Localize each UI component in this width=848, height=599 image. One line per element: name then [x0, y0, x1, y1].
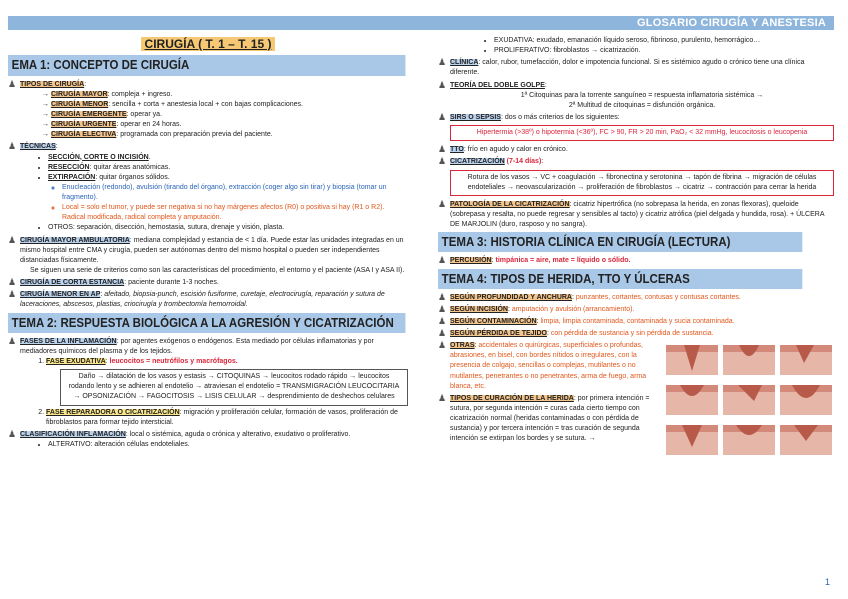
wound-illustrations [664, 341, 834, 461]
pin-icon: ♟ [438, 198, 447, 209]
tipos-list [20, 90, 408, 141]
fases-label: FASES DE LA INFLAMACIÓN [20, 337, 117, 345]
clasif-text: local o sistémica, aguda o crónica y alterativo, exudativo o proliferativo. [129, 430, 351, 438]
tema1-title: EMA 1: CONCEPTO DE CIRUGÍA [8, 55, 405, 75]
cicat-label: CICATRIZACIÓN [450, 158, 505, 166]
tecnicas-list [20, 153, 408, 183]
cma-text: mediana complejidad y estancia de < 1 día. Puede estar las unidades integradas en un mismo hospital entre CMA y cirugía, pueden ser autónomas dentro del mismo hospital o pueden ser independientes distanciadas físicamente. [20, 236, 404, 264]
section-sepsis: ♟ SIRS O SEPSIS: dos o más criterios de los siguientes: Hipertermia (>38º) o hipotermia (<36º), FC > 90, FR > 20 min, PaO₂ < 32 mmHg, leucocitosis o leucopenia [438, 113, 834, 143]
pin-icon: ♟ [438, 156, 447, 167]
section-golpe: ♟ TEORÍA DEL DOBLE GOLPE: 1ª Citoquinas para la torrente sanguíneo = respuesta inflamatoria sistémica → 2ª Multitud de citoquinas = disfunción orgánica. [438, 81, 834, 111]
pin-icon: ♟ [438, 255, 447, 266]
golpe-line1: 1ª Citoquinas para la torrente sanguíneo = respuesta inflamatoria sistémica → [520, 91, 764, 99]
otros-item: • OTROS: separación, disección, hemostasia, sutura, drenaje y visión, plasta. [48, 223, 408, 233]
list-item: • RESECCIÓN: quitar áreas anatómicas. [48, 163, 408, 173]
pin-icon: ♟ [438, 340, 447, 351]
list-item: → CIRUGÍA EMERGENTE: operar ya. [42, 110, 408, 120]
section-corta: ♟ CIRUGÍA DE CORTA ESTANCIA: paciente durante 1-3 noches. [8, 277, 219, 288]
list-item: ◦ Local = solo el tumor, y puede ser negativa si no hay márgenes afectos (R0) o positiva si hay (R1 o R2). Radical modificada, radical completa y amputación. [62, 203, 408, 223]
tema2-title: TEMA 2: RESPUESTA BIOLÓGICA A LA AGRESIÓN Y CICATRIZACIÓN [8, 313, 405, 333]
pin-icon: ♟ [8, 234, 17, 245]
exudativo-item: • EXUDATIVA: exudado, emanación líquido seroso, fibrinoso, purulento, hemorrágico… [494, 36, 834, 46]
menor-text: afeitado, biopsia-punch, escisión fusiforme, curetaje, electrocirugía, reparación y sutura de laceraciones, abscesos, plastias, criocirugía y trombectomía hemorroidal. [20, 291, 385, 309]
cicat-days: (7-14 días) [506, 158, 542, 166]
extirpacion-sublist [20, 183, 408, 224]
sepsis-box: Hipertermia (>38º) o hipotermia (<36º), FC > 90, FR > 20 min, PaO₂ < 32 mmHg, leucocitosis o leucopenia [450, 125, 834, 141]
header-bar [8, 16, 834, 30]
percusion-text: timpánica = aire, mate = líquido o sólido. [495, 257, 631, 265]
section-pato: ♟ PATOLOGÍA DE LA CICATRIZACIÓN: cicatriz hipertrófica (no sobrepasa la herida, en zonas flexoras), queloide (sobrepasa y resalta, no puede regresar y sensibles al tacto) y cicatriz atrófica (piel delgada y hundida, rosa). + ÚLCERA DE MARJOLIN (duro, rasposo y no sangra). [438, 198, 825, 229]
section-clasif: ♟ CLASIFICACIÓN INFLAMACIÓN: local o sistémica, aguda o crónica y alterativo, exudativo o proliferativo. • ALTERATIVO: alteración células endoteliales. [8, 430, 408, 450]
pin-icon: ♟ [8, 428, 17, 439]
golpe-label: TEORÍA DEL DOBLE GOLPE [450, 81, 545, 89]
curacion-label: TIPOS DE CURACIÓN DE LA HERIDA [450, 394, 574, 402]
curacion-text: por primera intención = sutura, por segunda intención = curas cada cierto tiempo con cicatrización normal (heridas contaminadas o con pérdida de sustancia) y por tercera intención = tras curación de segunda intención se extirpan los bordes y se sutura. → [450, 394, 650, 443]
pin-icon: ♟ [438, 315, 447, 326]
cma-text2: Se siguen una serie de criterios como son las características del procedimiento, el entorno y el paciente (ASA I y ASA II). [30, 267, 405, 275]
pato-label: PATOLOGÍA DE LA CICATRIZACIÓN [450, 200, 570, 208]
section-tecnicas: ♟ TÉCNICAS: • SECCIÓN, CORTE O INCISIÓN. • RESECCIÓN: quitar áreas anatómicas. • EXTIRPACIÓN: quitar órganos sólidos. ◦ Enucleación (redondo), avulsión (tirando del órgano), extracción (coger algo sin tirar) y biopsia (tomar un fragmento). ◦ Local = solo el tumor, y puede ser negativa si no hay márgenes afectos (R0) o positiva si hay (R1 o R2). Radical modificada, radical completa y amputación. • OTROS: separación, disección, hemostasia, sutura, drenaje y visión, plasta. [8, 142, 408, 233]
wound-diagram-image [664, 341, 834, 461]
pin-icon: ♟ [438, 79, 447, 90]
pato-text: cicatriz hipertrófica (no sobrepasa la herida, en zonas flexoras), queloide (sobrepasa y resalta, no puede regresar y sensibles al tacto) y cicatriz atrófica (piel delgada y hundida, rosa). + ÚLCERA DE MARJOLIN (duro, rasposo y no sangra). [450, 200, 825, 229]
main-title: CIRUGÍA ( T. 1 – T. 15 ) [8, 36, 408, 53]
section-herida-1: ♟ SEGÚN INCISIÓN: amputación y avulsión (arrancamiento). [438, 303, 635, 314]
section-herida-2: ♟ SEGÚN CONTAMINACIÓN: limpia, limpia contaminada, contaminada y sucia contaminada. [438, 315, 735, 326]
list-item: → CIRUGÍA URGENTE: operar en 24 horas. [42, 120, 408, 130]
list-item: • EXTIRPACIÓN: quitar órganos sólidos. [48, 173, 408, 183]
left-column [8, 36, 408, 452]
sepsis-label: SIRS O SEPSIS [450, 113, 501, 121]
pin-icon: ♟ [8, 335, 17, 346]
list-item: → CIRUGÍA MAYOR: compleja + ingreso. [42, 90, 408, 100]
section-herida-3: ♟ SEGÚN PÉRDIDA DE TEJIDO: con pérdida de sustancia y sin pérdida de sustancia. [438, 328, 714, 339]
list-item: → CIRUGÍA ELECTIVA: programada con preparación previa del paciente. [42, 130, 408, 140]
clasif-label: CLASIFICACIÓN INFLAMACIÓN [20, 430, 126, 438]
section-menor: ♟ CIRUGÍA MENOR EN AP: afeitado, biopsia-punch, escisión fusiforme, curetaje, electrocirugía, reparación y sutura de laceraciones, abscesos, plastias, criocirugía y trombectomía hemorroidal. [8, 289, 385, 309]
golpe-line2: 2ª Multitud de citoquinas = disfunción orgánica. [568, 101, 716, 109]
pin-icon: ♟ [8, 141, 17, 152]
right-column [438, 36, 834, 447]
alterativo-item: • ALTERATIVO: alteración células endoteliales. [48, 440, 408, 450]
fase1-box: Daño → dilatación de los vasos y estasis → CITOQUINAS → leucocitos rodado rápido → leucocitos rodando lento y se adhieren al endotelio → atraviesan el endotelio = TRANSMIGRACIÓN LEUCOCITARIA → OPSONIZACIÓN → FAGOCITOSIS → LISIS CELULAR → desprendimiento de deshechos celulares [60, 369, 408, 405]
fases-list [20, 357, 408, 367]
tipos-label: TIPOS DE CIRUGÍA [20, 80, 85, 88]
pin-icon: ♟ [8, 289, 17, 300]
wound-area [438, 341, 834, 444]
pin-icon: ♟ [438, 57, 447, 68]
pin-icon: ♟ [438, 328, 447, 339]
corta-text: paciente durante 1-3 noches. [128, 279, 219, 287]
list-item: 1. FASE EXUDATIVA: leucocitos = neutrófilos y macrófagos. [46, 357, 408, 367]
pin-icon: ♟ [438, 303, 447, 314]
corta-label: CIRUGÍA DE CORTA ESTANCIA [20, 279, 125, 287]
section-otras: ♟ OTRAS: accidentales o quirúrgicas, superficiales o profundas, abrasiones, en bisel, con bordes nítidos o irregulares, con la presencia de colgajo, sencillas o complejas, mutilantes o no mutilantes, penetrantes o no penetrantes, arma de fuego, arma blanca, etc. [438, 340, 647, 390]
percusion-label: PERCUSIÓN [450, 257, 492, 265]
section-cicat: ♟ CICATRIZACIÓN (7-14 días): Rotura de los vasos → VC + coagulación → fibronectina y serotonina → tapón de fibrina → migración de células endoteliales → neovascularización → proliferación de fibroblastos → cicatriz → contracción para cerrar la herida [438, 157, 834, 197]
pin-icon: ♟ [438, 392, 447, 403]
pin-icon: ♟ [8, 78, 17, 89]
clinica-label: CLÍNICA [450, 59, 479, 67]
list-item: ◦ Enucleación (redondo), avulsión (tirando del órgano), extracción (coger algo sin tirar) y biopsia (tomar un fragmento). [62, 183, 408, 203]
header-title: GLOSARIO CIRUGÍA Y ANESTESIA [637, 17, 826, 29]
proliferativo-item: • PROLIFERATIVO: fibroblastos → cicatrización. [494, 46, 834, 56]
section-fases: ♟ FASES DE LA INFLAMACIÓN: por agentes exógenos o endógenos. Esta mediado por células inflamatorias y por mediadores químicos del plasma y de los tejidos. 1. FASE EXUDATIVA: leucocitos = neutrófilos y macrófagos. Daño → dilatación de los vasos y estasis → CITOQUINAS → leucocitos rodado rápido → leucocitos rodando lento y se adhieren al endotelio → atraviesan el endotelio = TRANSMIGRACIÓN LEUCOCITARIA → OPSONIZACIÓN → FAGOCITOSIS → LISIS CELULAR → desprendimiento de deshechos celulares 2. FASE REPARADORA O CICATRIZACIÓN: migración y proliferación celular, formación de vasos, proliferación de fibroblastos para formar tejido intersticial. [8, 337, 408, 428]
section-percusion: ♟ PERCUSIÓN: timpánica = aire, mate = líquido o sólido. [438, 255, 631, 266]
page-number: 1 [824, 576, 830, 587]
pin-icon: ♟ [438, 144, 447, 155]
pin-icon: ♟ [8, 277, 17, 288]
tema4-title: TEMA 4: TIPOS DE HERIDA, TTO Y ÚLCERAS [438, 269, 802, 289]
list-item: 2. FASE REPARADORA O CICATRIZACIÓN: migración y proliferación celular, formación de vasos, proliferación de fibroblastos para formar tejido intersticial. [46, 408, 408, 428]
pin-icon: ♟ [438, 111, 447, 122]
otras-label: OTRAS [450, 342, 475, 350]
cma-label: CIRUGÍA MAYOR AMBULATORIA [20, 236, 130, 244]
tema3-title: TEMA 3: HISTORIA CLÍNICA EN CIRUGÍA (LECTURA) [438, 232, 802, 252]
tto-label: TTO [450, 146, 464, 154]
cicat-box: Rotura de los vasos → VC + coagulación → fibronectina y serotonina → tapón de fibrina → migración de células endoteliales → neovascularización → proliferación de fibroblastos → cicatriz → contracción para cerrar la herida [450, 170, 834, 196]
clinica-text: calor, rubor, tumefacción, dolor e impotencia funcional. Si es sistémico agudo o crónico tiene una clínica diferente. [450, 59, 805, 77]
tecnicas-label: TÉCNICAS [20, 143, 56, 151]
section-curacion: ♟ TIPOS DE CURACIÓN DE LA HERIDA: por primera intención = sutura, por segunda intención = curas cada cierto tiempo con cicatrización normal (heridas contaminadas o con pérdida de sustancia) y por tercera intención = tras curación de segunda intención se extirpan los bordes y se sutura. → [438, 392, 650, 443]
fases-text: por agentes exógenos o endógenos. Esta mediado por células inflamatorias y por mediadores químicos del plasma y de los tejidos. [20, 337, 374, 355]
section-clinica: ♟ CLÍNICA: calor, rubor, tumefacción, dolor e impotencia funcional. Si es sistémico agudo o crónico tiene una clínica diferente. [438, 57, 805, 77]
menor-label: CIRUGÍA MENOR EN AP [20, 291, 101, 299]
otras-text: accidentales o quirúrgicas, superficiales o profundas, abrasiones, en bisel, con bordes nítidos o irregulares, con la presencia de colgajo, sencillas o complejas, mutilantes o no mutilantes, penetrantes o no penetrantes, arma de fuego, arma blanca, etc. [450, 342, 647, 390]
sepsis-text: dos o más criterios de los siguientes: [504, 113, 620, 121]
section-tto: ♟ TTO: frío en agudo y calor en crónico. [438, 144, 568, 155]
pin-icon: ♟ [438, 291, 447, 302]
tto-text: frío en agudo y calor en crónico. [467, 146, 568, 154]
section-cma: ♟ CIRUGÍA MAYOR AMBULATORIA: mediana complejidad y estancia de < 1 día. Puede estar las unidades integradas en un mismo hospital entre CMA y cirugía, pueden ser autónomas dentro del mismo hospital o pueden ser independientes distanciadas físicamente. Se siguen una serie de criterios como son las características del procedimiento, el entorno y el paciente (ASA I y ASA II). [8, 236, 408, 277]
list-item: • SECCIÓN, CORTE O INCISIÓN. [48, 153, 408, 163]
section-herida-0: ♟ SEGÚN PROFUNDIDAD Y ANCHURA: punzantes, cortantes, contusas y contusas cortantes. [438, 291, 741, 302]
section-tipos: ♟ TIPOS DE CIRUGÍA: → CIRUGÍA MAYOR: compleja + ingreso. → CIRUGÍA MENOR: sencilla + corta + anestesia local + con bajas complicaciones. → CIRUGÍA EMERGENTE: operar ya. → CIRUGÍA URGENTE: operar en 24 horas. → CIRUGÍA ELECTIVA: programada con preparación previa del paciente. [8, 80, 408, 141]
list-item: → CIRUGÍA MENOR: sencilla + corta + anestesia local + con bajas complicaciones. [42, 100, 408, 110]
